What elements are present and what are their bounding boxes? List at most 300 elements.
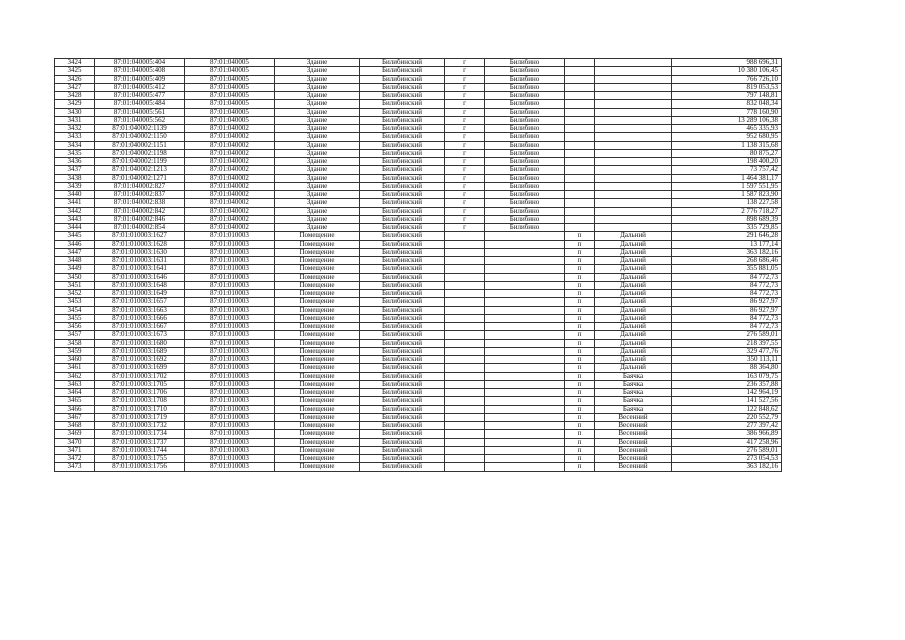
locality-type-cell: г	[445, 67, 485, 75]
table-row	[55, 149, 782, 157]
table-row	[55, 141, 782, 149]
locality-name-cell: Билибино	[485, 207, 565, 215]
cadastral-value-cell: 84 772,73	[672, 273, 782, 281]
row-number-cell: 3431	[55, 116, 95, 124]
district-cell: Билибинский	[360, 191, 445, 199]
table-body	[55, 59, 782, 472]
cadastral-value-cell: 386 966,89	[672, 430, 782, 438]
locality-name-cell: Билибино	[485, 158, 565, 166]
settlement-type-cell: п	[565, 273, 595, 281]
object-type-cell: Помещение	[275, 339, 360, 347]
object-type-cell: Помещение	[275, 364, 360, 372]
object-type-cell: Здание	[275, 149, 360, 157]
quarter-number-cell: 87:01:010003	[185, 273, 275, 281]
district-cell: Билибинский	[360, 389, 445, 397]
quarter-number-cell: 87:01:040005	[185, 92, 275, 100]
cadastral-value-cell: 819 053,53	[672, 83, 782, 91]
quarter-number-cell: 87:01:040005	[185, 75, 275, 83]
locality-type-cell: г	[445, 174, 485, 182]
locality-type-cell	[445, 240, 485, 248]
locality-name-cell	[485, 298, 565, 306]
district-cell: Билибинский	[360, 380, 445, 388]
locality-type-cell	[445, 413, 485, 421]
quarter-number-cell: 87:01:040005	[185, 67, 275, 75]
cadastral-value-table	[54, 58, 782, 472]
table-row	[55, 281, 782, 289]
table-row	[55, 455, 782, 463]
district-cell: Билибинский	[360, 463, 445, 471]
row-number-cell: 3459	[55, 347, 95, 355]
table-row	[55, 298, 782, 306]
quarter-number-cell: 87:01:010003	[185, 364, 275, 372]
quarter-number-cell: 87:01:010003	[185, 265, 275, 273]
cadastral-value-cell: 1 587 823,90	[672, 191, 782, 199]
object-type-cell: Здание	[275, 191, 360, 199]
cadastral-value-cell: 276 589,01	[672, 331, 782, 339]
locality-name-cell	[485, 281, 565, 289]
cadastral-value-cell: 417 258,96	[672, 438, 782, 446]
settlement-type-cell: п	[565, 290, 595, 298]
locality-type-cell: г	[445, 100, 485, 108]
settlement-name-cell	[595, 116, 672, 124]
object-type-cell: Помещение	[275, 248, 360, 256]
quarter-number-cell: 87:01:010003	[185, 430, 275, 438]
locality-name-cell	[485, 314, 565, 322]
locality-name-cell	[485, 455, 565, 463]
locality-name-cell	[485, 413, 565, 421]
locality-type-cell	[445, 347, 485, 355]
locality-type-cell: г	[445, 116, 485, 124]
table-row	[55, 413, 782, 421]
cadastral-value-cell: 350 113,11	[672, 356, 782, 364]
settlement-name-cell	[595, 108, 672, 116]
table-row	[55, 389, 782, 397]
cadastral-number-cell: 87:01:010003:1710	[95, 405, 185, 413]
locality-type-cell	[445, 257, 485, 265]
cadastral-number-cell: 87:01:040002:1198	[95, 149, 185, 157]
district-cell: Билибинский	[360, 75, 445, 83]
cadastral-value-cell: 80 875,27	[672, 149, 782, 157]
quarter-number-cell: 87:01:010003	[185, 438, 275, 446]
row-number-cell: 3468	[55, 422, 95, 430]
quarter-number-cell: 87:01:040005	[185, 83, 275, 91]
object-type-cell: Помещение	[275, 389, 360, 397]
cadastral-number-cell: 87:01:010003:1744	[95, 446, 185, 454]
locality-name-cell	[485, 257, 565, 265]
object-type-cell: Помещение	[275, 413, 360, 421]
object-type-cell: Помещение	[275, 232, 360, 240]
quarter-number-cell: 87:01:010003	[185, 306, 275, 314]
table-row	[55, 166, 782, 174]
locality-name-cell	[485, 240, 565, 248]
quarter-number-cell: 87:01:040002	[185, 166, 275, 174]
settlement-name-cell: Дальний	[595, 339, 672, 347]
district-cell: Билибинский	[360, 331, 445, 339]
object-type-cell: Помещение	[275, 397, 360, 405]
cadastral-value-cell: 13 289 106,38	[672, 116, 782, 124]
settlement-name-cell: Дальний	[595, 364, 672, 372]
settlement-type-cell: п	[565, 405, 595, 413]
table-row	[55, 430, 782, 438]
object-type-cell: Помещение	[275, 347, 360, 355]
settlement-type-cell	[565, 207, 595, 215]
row-number-cell: 3432	[55, 125, 95, 133]
cadastral-value-cell: 84 772,73	[672, 323, 782, 331]
locality-name-cell: Билибино	[485, 67, 565, 75]
locality-name-cell	[485, 356, 565, 364]
table-row	[55, 100, 782, 108]
district-cell: Билибинский	[360, 356, 445, 364]
district-cell: Билибинский	[360, 248, 445, 256]
table-row	[55, 331, 782, 339]
locality-name-cell: Билибино	[485, 100, 565, 108]
settlement-type-cell	[565, 83, 595, 91]
table-row	[55, 257, 782, 265]
settlement-name-cell	[595, 191, 672, 199]
table-row	[55, 380, 782, 388]
locality-type-cell: г	[445, 141, 485, 149]
table-row	[55, 174, 782, 182]
settlement-name-cell: Дальний	[595, 306, 672, 314]
cadastral-value-cell: 277 397,42	[672, 422, 782, 430]
cadastral-value-cell: 2 776 718,27	[672, 207, 782, 215]
locality-name-cell: Билибино	[485, 191, 565, 199]
settlement-name-cell	[595, 141, 672, 149]
cadastral-value-cell: 952 680,95	[672, 133, 782, 141]
table-row	[55, 182, 782, 190]
cadastral-value-cell: 898 689,39	[672, 215, 782, 223]
district-cell: Билибинский	[360, 422, 445, 430]
locality-name-cell	[485, 339, 565, 347]
row-number-cell: 3463	[55, 380, 95, 388]
district-cell: Билибинский	[360, 405, 445, 413]
quarter-number-cell: 87:01:010003	[185, 290, 275, 298]
row-number-cell: 3428	[55, 92, 95, 100]
object-type-cell: Помещение	[275, 455, 360, 463]
row-number-cell: 3457	[55, 331, 95, 339]
object-type-cell: Помещение	[275, 380, 360, 388]
quarter-number-cell: 87:01:010003	[185, 455, 275, 463]
object-type-cell: Здание	[275, 75, 360, 83]
row-number-cell: 3442	[55, 207, 95, 215]
settlement-type-cell: п	[565, 455, 595, 463]
district-cell: Билибинский	[360, 281, 445, 289]
table-row	[55, 438, 782, 446]
object-type-cell: Здание	[275, 182, 360, 190]
row-number-cell: 3452	[55, 290, 95, 298]
settlement-type-cell: п	[565, 397, 595, 405]
quarter-number-cell: 87:01:010003	[185, 463, 275, 471]
locality-type-cell	[445, 430, 485, 438]
table-row	[55, 232, 782, 240]
object-type-cell: Помещение	[275, 405, 360, 413]
object-type-cell: Помещение	[275, 265, 360, 273]
cadastral-value-cell: 797 148,81	[672, 92, 782, 100]
cadastral-value-cell: 84 772,73	[672, 314, 782, 322]
cadastral-number-cell: 87:01:010003:1719	[95, 413, 185, 421]
object-type-cell: Помещение	[275, 240, 360, 248]
settlement-type-cell: п	[565, 463, 595, 471]
quarter-number-cell: 87:01:010003	[185, 339, 275, 347]
locality-type-cell: г	[445, 59, 485, 67]
settlement-name-cell	[595, 125, 672, 133]
cadastral-number-cell: 87:01:010003:1689	[95, 347, 185, 355]
locality-type-cell: г	[445, 133, 485, 141]
table-row	[55, 397, 782, 405]
row-number-cell: 3438	[55, 174, 95, 182]
cadastral-number-cell: 87:01:010003:1630	[95, 248, 185, 256]
row-number-cell: 3424	[55, 59, 95, 67]
locality-type-cell	[445, 463, 485, 471]
settlement-type-cell	[565, 116, 595, 124]
settlement-type-cell	[565, 133, 595, 141]
row-number-cell: 3471	[55, 446, 95, 454]
locality-name-cell	[485, 372, 565, 380]
cadastral-number-cell: 87:01:010003:1755	[95, 455, 185, 463]
object-type-cell: Помещение	[275, 273, 360, 281]
cadastral-value-cell: 122 848,62	[672, 405, 782, 413]
locality-type-cell	[445, 265, 485, 273]
quarter-number-cell: 87:01:040002	[185, 174, 275, 182]
settlement-name-cell	[595, 224, 672, 232]
cadastral-value-cell: 86 927,97	[672, 306, 782, 314]
row-number-cell: 3470	[55, 438, 95, 446]
row-number-cell: 3444	[55, 224, 95, 232]
settlement-type-cell: п	[565, 430, 595, 438]
locality-type-cell: г	[445, 75, 485, 83]
table-row	[55, 191, 782, 199]
district-cell: Билибинский	[360, 174, 445, 182]
locality-name-cell: Билибино	[485, 83, 565, 91]
cadastral-value-cell: 220 552,79	[672, 413, 782, 421]
cadastral-number-cell: 87:01:010003:1666	[95, 314, 185, 322]
settlement-name-cell	[595, 207, 672, 215]
cadastral-value-cell: 236 357,88	[672, 380, 782, 388]
object-type-cell: Здание	[275, 59, 360, 67]
cadastral-number-cell: 87:01:010003:1756	[95, 463, 185, 471]
settlement-name-cell: Весенний	[595, 430, 672, 438]
table-row	[55, 125, 782, 133]
row-number-cell: 3456	[55, 323, 95, 331]
quarter-number-cell: 87:01:010003	[185, 372, 275, 380]
settlement-type-cell	[565, 67, 595, 75]
cadastral-number-cell: 87:01:010003:1657	[95, 298, 185, 306]
object-type-cell: Здание	[275, 207, 360, 215]
row-number-cell: 3451	[55, 281, 95, 289]
locality-name-cell	[485, 422, 565, 430]
locality-name-cell	[485, 430, 565, 438]
settlement-type-cell: п	[565, 232, 595, 240]
object-type-cell: Здание	[275, 141, 360, 149]
settlement-name-cell	[595, 182, 672, 190]
district-cell: Билибинский	[360, 347, 445, 355]
cadastral-value-cell: 1 597 551,95	[672, 182, 782, 190]
object-type-cell: Помещение	[275, 438, 360, 446]
settlement-type-cell	[565, 191, 595, 199]
object-type-cell: Помещение	[275, 314, 360, 322]
quarter-number-cell: 87:01:040002	[185, 182, 275, 190]
object-type-cell: Здание	[275, 215, 360, 223]
settlement-type-cell: п	[565, 339, 595, 347]
cadastral-number-cell: 87:01:010003:1734	[95, 430, 185, 438]
quarter-number-cell: 87:01:040002	[185, 149, 275, 157]
row-number-cell: 3462	[55, 372, 95, 380]
locality-type-cell: г	[445, 207, 485, 215]
cadastral-number-cell: 87:01:010003:1646	[95, 273, 185, 281]
locality-type-cell: г	[445, 83, 485, 91]
object-type-cell: Помещение	[275, 281, 360, 289]
cadastral-number-cell: 87:01:040005:409	[95, 75, 185, 83]
district-cell: Билибинский	[360, 83, 445, 91]
cadastral-value-cell: 363 182,16	[672, 463, 782, 471]
quarter-number-cell: 87:01:040005	[185, 116, 275, 124]
object-type-cell: Здание	[275, 199, 360, 207]
row-number-cell: 3458	[55, 339, 95, 347]
locality-type-cell	[445, 273, 485, 281]
district-cell: Билибинский	[360, 224, 445, 232]
settlement-type-cell	[565, 108, 595, 116]
cadastral-value-cell: 73 757,42	[672, 166, 782, 174]
object-type-cell: Помещение	[275, 290, 360, 298]
row-number-cell: 3427	[55, 83, 95, 91]
table-row	[55, 67, 782, 75]
cadastral-value-cell: 141 527,56	[672, 397, 782, 405]
district-cell: Билибинский	[360, 413, 445, 421]
table-row	[55, 92, 782, 100]
cadastral-value-cell: 1 464 381,17	[672, 174, 782, 182]
table-row	[55, 372, 782, 380]
object-type-cell: Помещение	[275, 257, 360, 265]
object-type-cell: Здание	[275, 174, 360, 182]
table-row	[55, 314, 782, 322]
locality-type-cell	[445, 438, 485, 446]
cadastral-number-cell: 87:01:010003:1737	[95, 438, 185, 446]
row-number-cell: 3439	[55, 182, 95, 190]
object-type-cell: Здание	[275, 92, 360, 100]
locality-name-cell: Билибино	[485, 215, 565, 223]
locality-type-cell	[445, 364, 485, 372]
locality-type-cell	[445, 372, 485, 380]
row-number-cell: 3429	[55, 100, 95, 108]
locality-type-cell	[445, 281, 485, 289]
locality-name-cell: Билибино	[485, 166, 565, 174]
cadastral-value-cell: 988 696,31	[672, 59, 782, 67]
district-cell: Билибинский	[360, 158, 445, 166]
locality-name-cell: Билибино	[485, 92, 565, 100]
locality-name-cell: Билибино	[485, 108, 565, 116]
cadastral-number-cell: 87:01:010003:1627	[95, 232, 185, 240]
locality-name-cell	[485, 364, 565, 372]
settlement-name-cell: Баячка	[595, 380, 672, 388]
quarter-number-cell: 87:01:040002	[185, 215, 275, 223]
settlement-name-cell: Дальний	[595, 273, 672, 281]
settlement-name-cell: Дальний	[595, 265, 672, 273]
quarter-number-cell: 87:01:010003	[185, 422, 275, 430]
district-cell: Билибинский	[360, 133, 445, 141]
locality-type-cell	[445, 455, 485, 463]
settlement-name-cell	[595, 83, 672, 91]
district-cell: Билибинский	[360, 59, 445, 67]
table-row	[55, 356, 782, 364]
settlement-type-cell: п	[565, 413, 595, 421]
quarter-number-cell: 87:01:010003	[185, 380, 275, 388]
settlement-type-cell: п	[565, 323, 595, 331]
cadastral-number-cell: 87:01:010003:1680	[95, 339, 185, 347]
district-cell: Билибинский	[360, 455, 445, 463]
quarter-number-cell: 87:01:040002	[185, 191, 275, 199]
locality-name-cell	[485, 397, 565, 405]
cadastral-number-cell: 87:01:040002:842	[95, 207, 185, 215]
quarter-number-cell: 87:01:010003	[185, 405, 275, 413]
row-number-cell: 3461	[55, 364, 95, 372]
locality-name-cell: Билибино	[485, 224, 565, 232]
row-number-cell: 3435	[55, 149, 95, 157]
object-type-cell: Помещение	[275, 298, 360, 306]
locality-name-cell: Билибино	[485, 182, 565, 190]
settlement-name-cell	[595, 59, 672, 67]
quarter-number-cell: 87:01:040002	[185, 199, 275, 207]
locality-type-cell	[445, 446, 485, 454]
quarter-number-cell: 87:01:010003	[185, 389, 275, 397]
district-cell: Билибинский	[360, 108, 445, 116]
locality-type-cell	[445, 290, 485, 298]
district-cell: Билибинский	[360, 207, 445, 215]
quarter-number-cell: 87:01:010003	[185, 397, 275, 405]
table-row	[55, 273, 782, 281]
settlement-type-cell: п	[565, 306, 595, 314]
locality-name-cell: Билибино	[485, 149, 565, 157]
table-row	[55, 463, 782, 471]
cadastral-value-cell: 335 729,85	[672, 224, 782, 232]
object-type-cell: Здание	[275, 125, 360, 133]
locality-type-cell: г	[445, 125, 485, 133]
settlement-name-cell	[595, 174, 672, 182]
cadastral-value-cell: 268 686,46	[672, 257, 782, 265]
cadastral-value-cell: 273 054,53	[672, 455, 782, 463]
cadastral-number-cell: 87:01:040005:412	[95, 83, 185, 91]
cadastral-value-cell: 84 772,73	[672, 281, 782, 289]
table-row	[55, 116, 782, 124]
settlement-type-cell	[565, 125, 595, 133]
settlement-type-cell: п	[565, 364, 595, 372]
table-row	[55, 446, 782, 454]
locality-type-cell: г	[445, 149, 485, 157]
cadastral-number-cell: 87:01:040005:561	[95, 108, 185, 116]
district-cell: Билибинский	[360, 141, 445, 149]
settlement-name-cell	[595, 166, 672, 174]
locality-name-cell	[485, 463, 565, 471]
cadastral-number-cell: 87:01:040002:854	[95, 224, 185, 232]
row-number-cell: 3473	[55, 463, 95, 471]
object-type-cell: Здание	[275, 116, 360, 124]
row-number-cell: 3430	[55, 108, 95, 116]
district-cell: Билибинский	[360, 92, 445, 100]
cadastral-value-cell: 142 964,19	[672, 389, 782, 397]
locality-type-cell: г	[445, 224, 485, 232]
quarter-number-cell: 87:01:010003	[185, 232, 275, 240]
locality-name-cell: Билибино	[485, 59, 565, 67]
district-cell: Билибинский	[360, 430, 445, 438]
quarter-number-cell: 87:01:010003	[185, 281, 275, 289]
cadastral-number-cell: 87:01:040005:404	[95, 59, 185, 67]
district-cell: Билибинский	[360, 314, 445, 322]
quarter-number-cell: 87:01:010003	[185, 446, 275, 454]
object-type-cell: Помещение	[275, 463, 360, 471]
cadastral-number-cell: 87:01:040002:846	[95, 215, 185, 223]
cadastral-number-cell: 87:01:010003:1673	[95, 331, 185, 339]
settlement-type-cell	[565, 224, 595, 232]
settlement-type-cell: п	[565, 389, 595, 397]
